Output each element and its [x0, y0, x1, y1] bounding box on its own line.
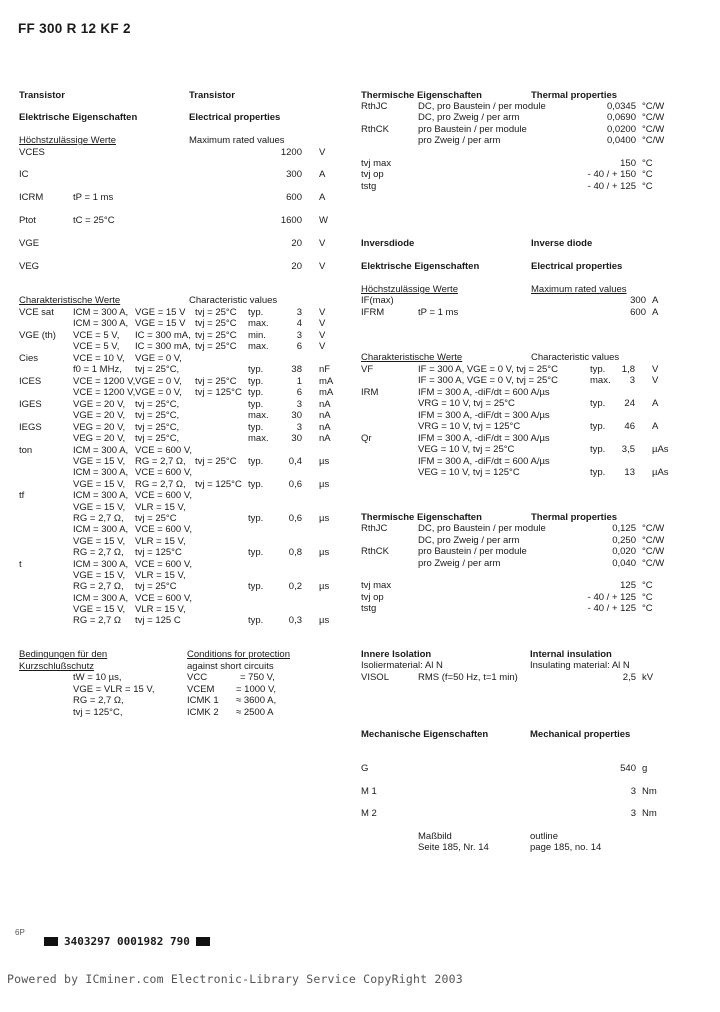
right-row-unit: µAs: [652, 444, 669, 455]
right-row-text: VEG = 10 V, tvj = 125°C: [418, 467, 520, 478]
left-row-text: RG = 2,7 Ω,: [135, 456, 186, 467]
right-row-text: IF = 300 A, VGE = 0 V, tvj = 25°C: [418, 375, 558, 386]
right-row-unit: Nm: [642, 808, 657, 819]
left-row-text: VCC: [187, 672, 208, 683]
left-row-text: RG = 2,7 Ω,: [73, 547, 124, 558]
right-row-unit: V: [652, 364, 659, 375]
right-row-text: G: [361, 763, 369, 774]
right-row-text: Thermische Eigenschaften: [361, 512, 482, 523]
right-row-text: IFM = 300 A, -diF/dt = 600 A/µs: [418, 456, 550, 467]
right-row-value: 1,8: [621, 364, 635, 375]
left-row-text: RG = 2,7 Ω,: [73, 695, 124, 706]
left-row-text: VCE = 600 V,: [135, 467, 192, 478]
left-row-text: VGE = VLR = 15 V,: [73, 684, 155, 695]
right-row-text: M 2: [361, 808, 377, 819]
right-row-text: DC, pro Zweig / per arm: [418, 112, 520, 123]
right-row-text: tvj max: [361, 158, 392, 169]
left-row-unit: V: [319, 318, 326, 329]
right-row-unit: °C/W: [642, 112, 665, 123]
right-row-unit: °C: [642, 580, 653, 591]
left-row-text: VCEM: [187, 684, 215, 695]
barcode-strip: [44, 935, 210, 948]
right-row-text: VRG = 10 V, tvj = 25°C: [418, 398, 515, 409]
left-row-text: Kurzschlußschutz: [19, 661, 94, 672]
right-row-text: tP = 1 ms: [418, 307, 459, 318]
right-row-text: pro Zweig / per arm: [418, 135, 501, 146]
right-row-value: 600: [630, 307, 646, 318]
right-row-text: RMS (f=50 Hz, t=1 min): [418, 672, 518, 683]
left-row-text: tvj = 25°C,: [135, 364, 180, 375]
left-row-text: VEG = 20 V,: [73, 433, 126, 444]
right-row-text: typ.: [590, 467, 606, 478]
left-row-text: Höchstzulässige Werte: [19, 135, 116, 146]
right-row-unit: kV: [642, 672, 654, 683]
left-row-text: max.: [248, 318, 269, 329]
left-row-text: tvj = 25°C,: [135, 399, 180, 410]
left-row-text: ICM = 300 A,: [73, 593, 129, 604]
left-row-text: min.: [248, 330, 266, 341]
right-row-text: IF = 300 A, VGE = 0 V, tvj = 25°C: [418, 364, 558, 375]
left-row-text: tvj = 25°C,: [135, 433, 180, 444]
right-row-text: DC, pro Zweig / per arm: [418, 535, 520, 546]
left-row-unit: nA: [319, 399, 331, 410]
right-row-unit: A: [652, 295, 659, 306]
left-row-text: VCE = 600 V,: [135, 593, 192, 604]
right-row-unit: °C: [642, 169, 653, 180]
left-row-text: typ.: [248, 581, 264, 592]
left-row-text: max.: [248, 410, 269, 421]
barcode-block-left: [44, 937, 58, 946]
left-row-text: tvj = 25°C: [135, 581, 177, 592]
right-row-text: tstg: [361, 181, 377, 192]
barcode-block-right: [196, 937, 210, 946]
left-row-value: 20: [291, 238, 302, 249]
left-row-value: 300: [286, 169, 302, 180]
left-row-text: VCE = 1200 V,: [73, 387, 136, 398]
left-row-unit: µs: [319, 456, 330, 467]
left-row-value: 6: [296, 387, 302, 398]
left-row-text: VLR = 15 V,: [135, 570, 186, 581]
left-row-text: Elektrische Eigenschaften: [19, 112, 138, 123]
left-row-unit: mA: [319, 376, 334, 387]
left-row-text: max.: [248, 341, 269, 352]
right-row-text: Thermal properties: [531, 512, 618, 523]
left-row-text: tP = 1 ms: [73, 192, 114, 203]
left-row-text: typ.: [248, 422, 264, 433]
left-row-text: Bedingungen für den: [19, 649, 108, 660]
right-row-value: 300: [630, 295, 646, 306]
left-row-text: typ.: [248, 513, 264, 524]
left-row-text: typ.: [248, 615, 264, 626]
left-row-text: IEGS: [19, 422, 42, 433]
left-row-value: 0,6: [288, 513, 302, 524]
left-row-text: RG = 2,7 Ω,: [135, 479, 186, 490]
right-row-text: max.: [590, 375, 611, 386]
left-row-text: ≈ 2500 A: [236, 707, 274, 718]
left-row-text: = 1000 V,: [236, 684, 277, 695]
left-row-text: VEG: [19, 261, 40, 272]
right-row-text: Mechanical properties: [530, 729, 631, 740]
left-row-unit: µs: [319, 615, 330, 626]
right-row-value: 2,5: [622, 672, 636, 683]
left-row-text: ICM = 300 A,: [73, 490, 129, 501]
right-row-text: Thermal properties: [531, 90, 618, 101]
left-row-text: ICES: [19, 376, 42, 387]
right-row-text: typ.: [590, 421, 606, 432]
left-row-text: RG = 2,7 Ω,: [73, 513, 124, 524]
left-row-text: ICMK 1: [187, 695, 219, 706]
left-row-value: 0,8: [288, 547, 302, 558]
left-row-text: typ.: [248, 364, 264, 375]
left-row-unit: A: [319, 169, 326, 180]
left-row-value: 3: [296, 399, 302, 410]
right-row-text: IF(max): [361, 295, 394, 306]
left-row-value: 30: [291, 410, 302, 421]
right-row-unit: V: [652, 375, 659, 386]
left-row-value: 6: [296, 341, 302, 352]
left-row-text: tvj = 125 C: [135, 615, 181, 626]
left-row-text: tC = 25°C: [73, 215, 115, 226]
right-row-unit: µAs: [652, 467, 669, 478]
left-row-text: tvj = 25°C: [195, 330, 237, 341]
right-row-text: outline: [530, 831, 558, 842]
right-row-value: - 40 / + 125: [587, 181, 636, 192]
left-row-value: 20: [291, 261, 302, 272]
right-row-text: Maßbild: [418, 831, 452, 842]
left-row-text: ICM = 300 A,: [73, 445, 129, 456]
right-row-unit: g: [642, 763, 648, 774]
barcode-text: 3403297 0001982 790: [64, 935, 190, 948]
right-row-text: RthCK: [361, 124, 389, 135]
left-row-text: VEG = 20 V,: [73, 422, 126, 433]
left-row-value: 1600: [280, 215, 302, 226]
left-row-text: VLR = 15 V,: [135, 604, 186, 615]
left-row-value: 3: [296, 307, 302, 318]
left-row-unit: V: [319, 330, 326, 341]
left-row-text: tvj = 25°C: [135, 513, 177, 524]
left-row-value: 0,4: [288, 456, 302, 467]
right-row-value: - 40 / + 150: [587, 169, 636, 180]
right-row-text: IFM = 300 A, -diF/dt = 300 A/µs: [418, 433, 550, 444]
left-row-text: VGE = 15 V,: [73, 479, 126, 490]
right-row-text: IFM = 300 A, -diF/dt = 300 A/µs: [418, 410, 550, 421]
left-row-text: Transistor: [19, 90, 65, 101]
left-row-value: 0,3: [288, 615, 302, 626]
right-row-text: RthCK: [361, 546, 389, 557]
left-row-text: tvj = 25°C,: [135, 410, 180, 421]
left-row-text: tvj = 25°C,: [135, 422, 180, 433]
left-row-unit: V: [319, 147, 326, 158]
left-row-text: VGE = 15 V,: [73, 502, 126, 513]
left-row-unit: V: [319, 238, 326, 249]
right-row-text: typ.: [590, 398, 606, 409]
right-row-text: Electrical properties: [531, 261, 623, 272]
right-row-unit: °C/W: [642, 535, 665, 546]
left-row-text: Cies: [19, 353, 39, 364]
right-row-value: 0,020: [612, 546, 636, 557]
right-row-text: typ.: [590, 364, 606, 375]
right-row-unit: °C: [642, 592, 653, 603]
right-row-value: 0,0690: [606, 112, 636, 123]
left-row-text: ICM = 300 A,: [73, 524, 129, 535]
right-row-text: VF: [361, 364, 374, 375]
left-row-text: f0 = 1 MHz,: [73, 364, 122, 375]
left-row-unit: nA: [319, 433, 331, 444]
page-title: FF 300 R 12 KF 2: [18, 21, 131, 36]
left-row-text: VGE = 20 V,: [73, 410, 126, 421]
left-row-text: tvj = 25°C: [195, 456, 237, 467]
left-row-text: RG = 2,7 Ω,: [73, 581, 124, 592]
footer-copyright: Powered by ICminer.com Electronic-Library Service CopyRight 2003: [7, 972, 463, 986]
left-row-unit: W: [319, 215, 328, 226]
right-row-text: page 185, no. 14: [530, 842, 602, 853]
left-row-unit: nA: [319, 422, 331, 433]
right-row-value: 3,5: [621, 444, 635, 455]
right-row-unit: A: [652, 307, 659, 318]
right-row-text: tvj op: [361, 169, 384, 180]
right-row-text: Maximum rated values: [531, 284, 627, 295]
left-row-text: tvj = 125°C: [195, 387, 242, 398]
left-row-text: IC = 300 mA,: [135, 330, 191, 341]
left-row-text: typ.: [248, 456, 264, 467]
left-row-text: tvj = 25°C: [195, 307, 237, 318]
left-row-text: VCE = 600 V,: [135, 445, 192, 456]
right-row-text: Characteristic values: [531, 352, 620, 363]
right-row-text: VISOL: [361, 672, 389, 683]
left-row-text: Ptot: [19, 215, 36, 226]
left-row-text: tf: [19, 490, 25, 501]
right-row-value: 0,0200: [606, 124, 636, 135]
left-row-text: ICM = 300 A,: [73, 467, 129, 478]
right-row-text: tstg: [361, 603, 377, 614]
left-row-text: VGE = 0 V,: [135, 387, 182, 398]
right-row-value: 150: [620, 158, 636, 169]
right-row-unit: °C/W: [642, 558, 665, 569]
right-row-unit: A: [652, 421, 659, 432]
left-row-text: VGE = 15 V: [135, 318, 186, 329]
left-row-unit: µs: [319, 581, 330, 592]
left-row-unit: nF: [319, 364, 331, 375]
left-row-text: typ.: [248, 387, 264, 398]
left-row-text: max.: [248, 433, 269, 444]
right-row-unit: A: [652, 398, 659, 409]
left-row-text: VGE = 15 V,: [73, 604, 126, 615]
left-row-text: VGE = 20 V,: [73, 399, 126, 410]
left-row-text: Maximum rated values: [189, 135, 285, 146]
right-row-text: Seite 185, Nr. 14: [418, 842, 489, 853]
right-row-value: 0,0345: [606, 101, 636, 112]
right-row-text: Isoliermaterial: Al N: [361, 660, 443, 671]
right-row-text: M 1: [361, 786, 377, 797]
left-row-value: 30: [291, 433, 302, 444]
right-row-text: Mechanische Eigenschaften: [361, 729, 489, 740]
left-row-text: tvj = 25°C: [195, 376, 237, 387]
page-reference: 6P: [15, 928, 25, 937]
left-row-value: 3: [296, 330, 302, 341]
left-row-text: Charakteristische Werte: [19, 295, 121, 306]
left-row-text: t: [19, 559, 22, 570]
left-row-text: tvj = 125°C: [135, 547, 182, 558]
left-row-value: 600: [286, 192, 302, 203]
right-row-text: DC, pro Baustein / per module: [418, 523, 546, 534]
left-row-text: IC = 300 mA,: [135, 341, 191, 352]
left-row-text: VCE = 600 V,: [135, 524, 192, 535]
left-row-text: ICM = 300 A,: [73, 559, 129, 570]
right-row-text: VEG = 10 V, tvj = 25°C: [418, 444, 515, 455]
right-row-value: 46: [624, 421, 635, 432]
right-row-value: 3: [630, 786, 636, 797]
left-row-text: tW = 10 µs,: [73, 672, 122, 683]
right-row-value: 13: [624, 467, 635, 478]
left-row-text: VGE = 0 V,: [135, 353, 182, 364]
right-row-unit: °C: [642, 181, 653, 192]
right-row-text: Inversdiode: [361, 238, 415, 249]
left-row-unit: V: [319, 307, 326, 318]
left-row-unit: µs: [319, 479, 330, 490]
right-row-value: 0,250: [612, 535, 636, 546]
right-row-text: pro Baustein / per module: [418, 124, 527, 135]
left-row-text: ICM = 300 A,: [73, 307, 129, 318]
right-row-value: - 40 / + 125: [587, 592, 636, 603]
right-row-text: tvj op: [361, 592, 384, 603]
right-row-text: DC, pro Baustein / per module: [418, 101, 546, 112]
right-row-value: 0,0400: [606, 135, 636, 146]
left-row-value: 1200: [280, 147, 302, 158]
left-row-text: VGE = 15 V,: [73, 456, 126, 467]
right-row-text: pro Zweig / per arm: [418, 558, 501, 569]
left-row-value: 0,2: [288, 581, 302, 592]
right-row-unit: °C/W: [642, 101, 665, 112]
right-row-text: Thermische Eigenschaften: [361, 90, 482, 101]
right-row-unit: °C/W: [642, 135, 665, 146]
left-row-text: tvj = 25°C: [195, 341, 237, 352]
left-row-text: Characteristic values: [189, 295, 278, 306]
right-row-text: VRG = 10 V, tvj = 125°C: [418, 421, 521, 432]
right-row-text: Charakteristische Werte: [361, 352, 463, 363]
left-row-text: IC: [19, 169, 29, 180]
left-row-unit: A: [319, 192, 326, 203]
left-row-text: VCE = 10 V,: [73, 353, 125, 364]
left-row-text: typ.: [248, 399, 264, 410]
left-row-value: 4: [296, 318, 302, 329]
right-row-value: 0,040: [612, 558, 636, 569]
right-row-text: Innere Isolation: [361, 649, 432, 660]
right-row-text: IRM: [361, 387, 379, 398]
left-row-text: VCE = 5 V,: [73, 341, 120, 352]
left-row-text: VCE = 5 V,: [73, 330, 120, 341]
left-row-text: VCE sat: [19, 307, 54, 318]
left-row-text: VCE = 600 V,: [135, 490, 192, 501]
left-row-text: ≈ 3600 A,: [236, 695, 277, 706]
right-row-value: 24: [624, 398, 635, 409]
left-row-value: 38: [291, 364, 302, 375]
right-row-text: tvj max: [361, 580, 392, 591]
right-row-unit: Nm: [642, 786, 657, 797]
right-row-value: 125: [620, 580, 636, 591]
right-row-text: IFRM: [361, 307, 385, 318]
left-row-text: tvj = 125°C,: [73, 707, 123, 718]
left-row-text: VGE: [19, 238, 40, 249]
right-row-text: Inverse diode: [531, 238, 593, 249]
left-row-text: VGE = 15 V: [135, 307, 186, 318]
left-row-unit: V: [319, 341, 326, 352]
left-row-unit: V: [319, 261, 326, 272]
left-row-text: tvj = 25°C: [195, 318, 237, 329]
left-row-value: 3: [296, 422, 302, 433]
left-row-unit: µs: [319, 513, 330, 524]
left-row-text: ton: [19, 445, 33, 456]
right-row-unit: °C/W: [642, 546, 665, 557]
left-row-text: typ.: [248, 376, 264, 387]
left-row-text: VGE = 15 V,: [73, 536, 126, 547]
left-row-unit: nA: [319, 410, 331, 421]
left-row-text: against short circuits: [187, 661, 274, 672]
left-row-text: IGES: [19, 399, 42, 410]
right-row-value: 3: [629, 375, 635, 386]
left-row-unit: mA: [319, 387, 334, 398]
right-row-unit: °C/W: [642, 523, 665, 534]
right-row-text: typ.: [590, 444, 606, 455]
left-row-text: typ.: [248, 307, 264, 318]
left-row-text: ICMK 2: [187, 707, 219, 718]
left-row-text: Conditions for protection: [187, 649, 290, 660]
left-row-text: RG = 2,7 Ω: [73, 615, 122, 626]
left-row-text: ICRM: [19, 192, 44, 203]
left-row-text: VCE = 600 V,: [135, 559, 192, 570]
right-row-unit: °C/W: [642, 124, 665, 135]
right-row-value: 540: [620, 763, 636, 774]
right-row-text: Insulating material: Al N: [530, 660, 630, 671]
right-row-unit: °C: [642, 603, 653, 614]
right-row-text: IFM = 300 A, -diF/dt = 600 A/µs: [418, 387, 550, 398]
right-row-unit: °C: [642, 158, 653, 169]
right-row-text: RthJC: [361, 101, 388, 112]
left-row-text: VGE = 15 V,: [73, 570, 126, 581]
right-row-text: RthJC: [361, 523, 388, 534]
right-row-value: 0,125: [612, 523, 636, 534]
left-row-text: Transistor: [189, 90, 235, 101]
right-row-text: Internal insulation: [530, 649, 612, 660]
left-row-text: Electrical properties: [189, 112, 281, 123]
right-row-value: - 40 / + 125: [587, 603, 636, 614]
right-row-value: 3: [630, 808, 636, 819]
left-row-text: VCE = 1200 V,: [73, 376, 136, 387]
left-row-value: 0,6: [288, 479, 302, 490]
left-row-text: = 750 V,: [240, 672, 275, 683]
left-row-text: VGE (th): [19, 330, 56, 341]
left-row-text: VGE = 0 V,: [135, 376, 182, 387]
left-row-text: VLR = 15 V,: [135, 536, 186, 547]
left-row-text: typ.: [248, 479, 264, 490]
left-row-value: 1: [296, 376, 302, 387]
left-row-text: typ.: [248, 547, 264, 558]
right-row-text: Qr: [361, 433, 372, 444]
left-row-text: VLR = 15 V,: [135, 502, 186, 513]
right-row-text: pro Baustein / per module: [418, 546, 527, 557]
left-row-unit: µs: [319, 547, 330, 558]
right-row-text: Höchstzulässige Werte: [361, 284, 458, 295]
left-row-text: ICM = 300 A,: [73, 318, 129, 329]
right-row-text: Elektrische Eigenschaften: [361, 261, 480, 272]
left-row-text: VCES: [19, 147, 45, 158]
left-row-text: tvj = 125°C: [195, 479, 242, 490]
